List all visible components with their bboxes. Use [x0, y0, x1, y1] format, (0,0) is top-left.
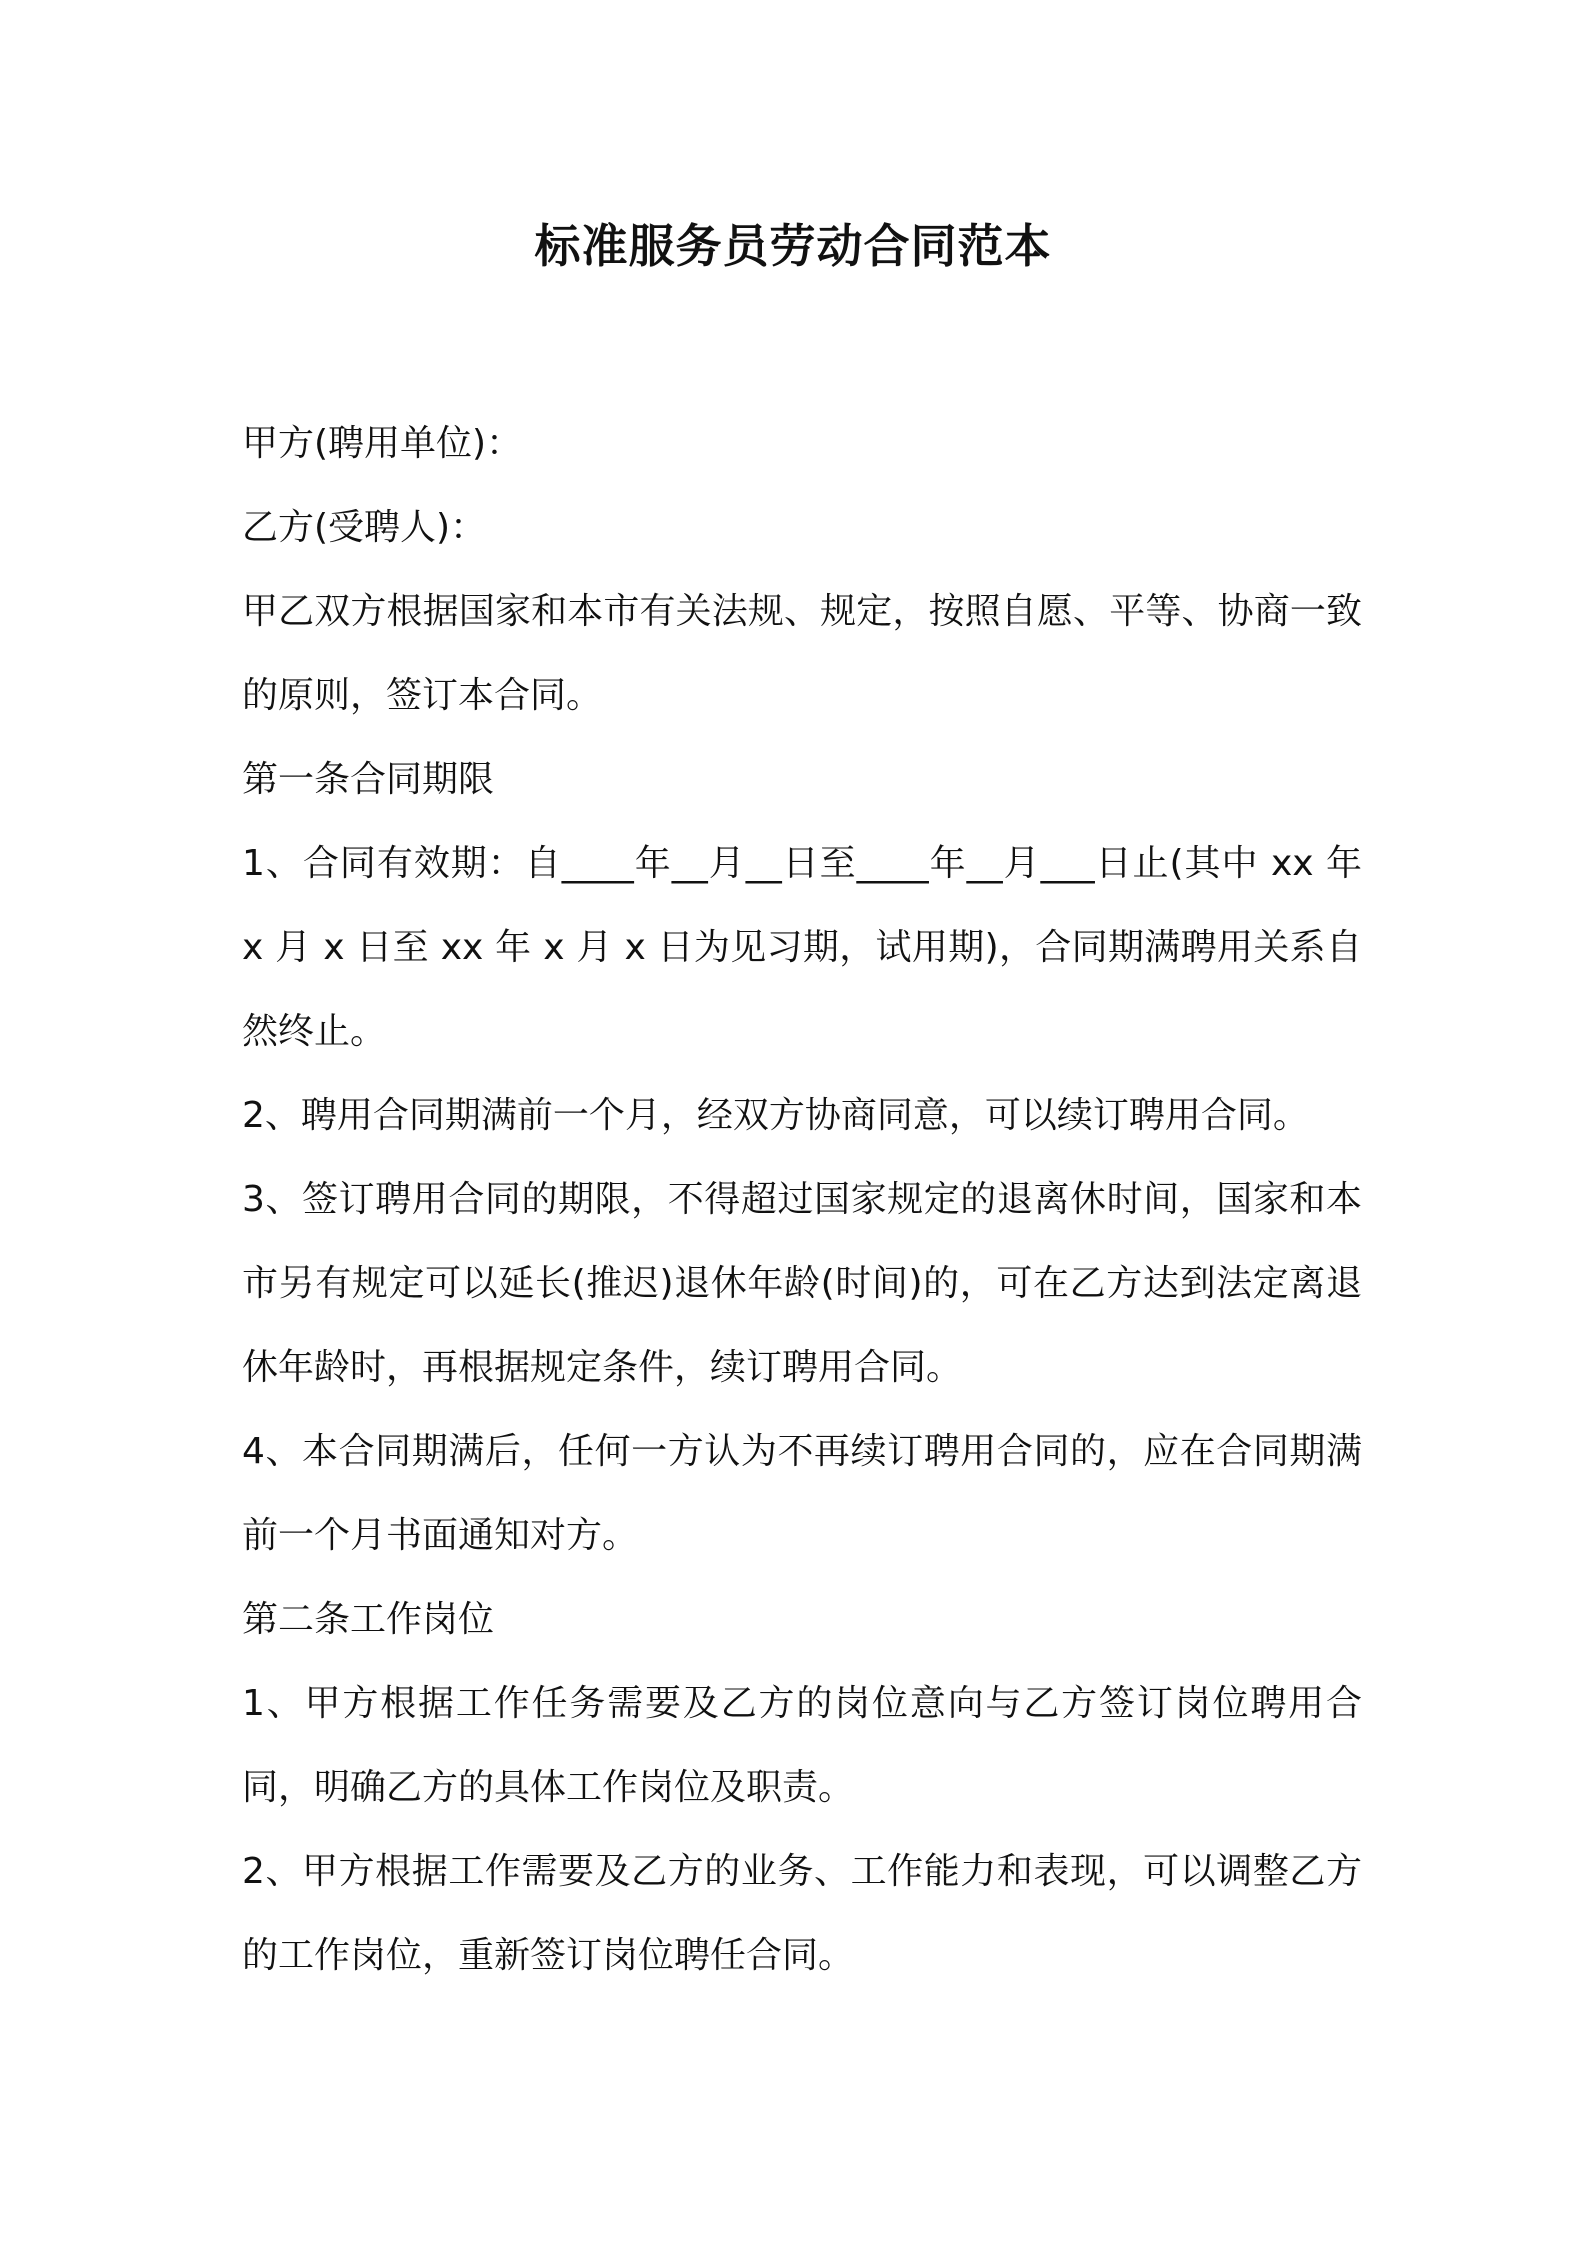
article-1-heading: 第一条合同期限 [242, 759, 495, 800]
document-body [242, 402, 1362, 1998]
preamble-paragraph: 甲乙双方根据国家和本市有关法规、规定，按照自愿、平等、协商一致的原则，签订本合同。 [242, 591, 1362, 716]
article-1-clause-2: 2、聘用合同期满前一个月，经双方协商同意，可以续订聘用合同。 [242, 1095, 1309, 1136]
party-b-line: 乙方(受聘人)： [242, 507, 487, 548]
article-2-heading: 第二条工作岗位 [242, 1599, 495, 1640]
article-2-clause-1: 1、甲方根据工作任务需要及乙方的岗位意向与乙方签订岗位聘用合同，明确乙方的具体工作岗位及职责。 [242, 1683, 1362, 1808]
article-1-clause-4: 4、本合同期满后，任何一方认为不再续订聘用合同的，应在合同期满前一个月书面通知对方。 [242, 1431, 1362, 1556]
document-title: 标准服务员劳动合同范本 [534, 219, 1052, 273]
article-2-clause-2: 2、甲方根据工作需要及乙方的业务、工作能力和表现，可以调整乙方的工作岗位，重新签订岗位聘任合同。 [242, 1851, 1362, 1976]
party-a-line: 甲方(聘用单位)： [242, 423, 523, 464]
article-1-clause-3: 3、签订聘用合同的期限，不得超过国家规定的退离休时间，国家和本市另有规定可以延长(推迟)退休年龄(时间)的，可在乙方达到法定离退休年龄时，再根据规定条件，续订聘用合同。 [242, 1179, 1362, 1388]
article-1-clause-1: 1、合同有效期：自____年__月__日至____年__月___日止(其中 xx 年 x 月 x 日至 xx 年 x 月 x 日为见习期，试用期)，合同期满聘用关系自然终止。 [242, 843, 1362, 1052]
